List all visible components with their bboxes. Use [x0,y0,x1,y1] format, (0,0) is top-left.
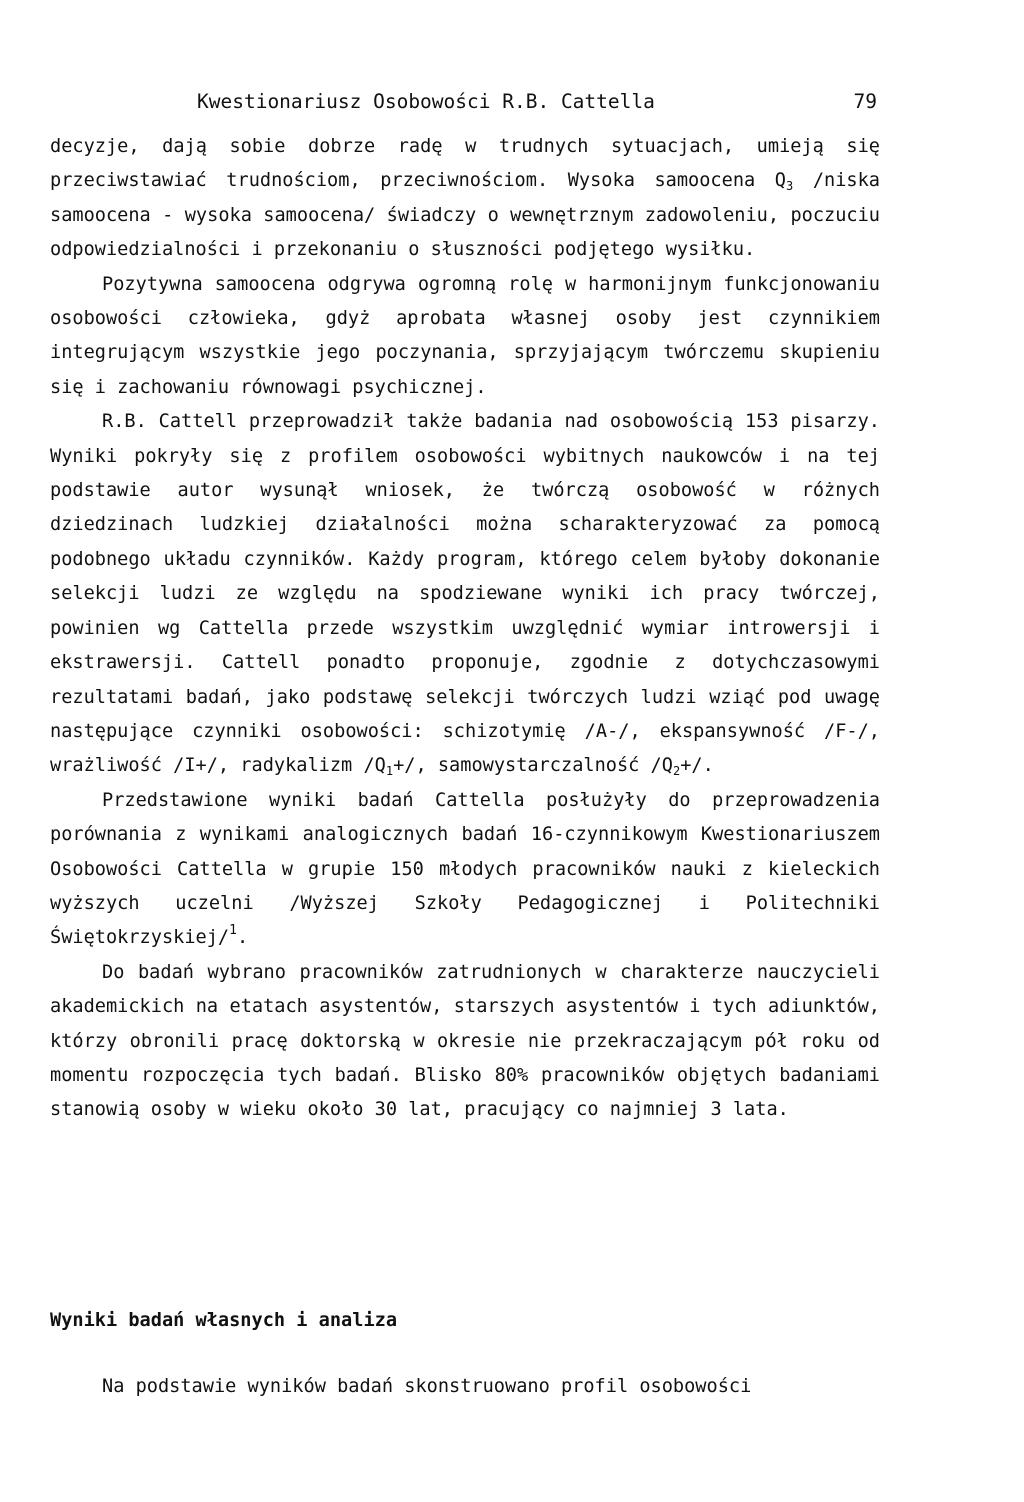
footnote-marker: 1 [229,923,237,939]
section-heading: Wyniki badań własnych i analiza [50,1310,398,1331]
paragraph-3-text-c: +/. [680,755,714,777]
paragraph-3-text-a: R.B. Cattell przeprowadził także badania nad osobowością 153 pisarzy. Wyniki pokryły się z profilem osobowości wybitnych naukowców i na tej podstawie autor wysunął wniosek, że twórczą osobowość w różnych dziedzinach ludzkiej działalności można scharakteryzować za pomocą podobnego układu czynników. Każdy program, którego celem byłoby dokonanie selekcji ludzi ze względu na spodziewane wyniki ich pracy twórczej, powinien wg Cattella przede wszystkim uwzględnić wymiar introwersji i ekstrawersji. Cattell ponadto proponuje, zgodnie z dotychczasowymi rezultatami badań, jako podstawę selekcji twórczych ludzi wziąć pod uwagę następujące czynniki osobowości: schizotymię /A-/, ekspansywność /F-/, wrażliwość /I+/, radykalizm /Q [50,411,880,777]
paragraph-1-text-b: /niska samoocena - wysoka samoocena/ świadczy o wewnętrznym zadowoleniu, poczuciu odpowiedzialności i przekonaniu o słuszności podjętego wysiłku. [50,170,880,261]
paragraph-4-text-b: . [236,927,249,949]
page-number: 79 [853,90,877,113]
paragraph-4-text-a: Przedstawione wyniki badań Cattella posłużyły do przeprowadzenia porównania z wynikami analogicznych badań 16-czynnikowym Kwestionariuszem Osobowości Cattella w grupie 150 młodych pracowników nauki z kieleckich wyższych uczelni /Wyższej Szkoły Pedagogicznej i Politechniki Świętokrzyskiej/ [50,789,880,949]
paragraph-1 [50,130,880,268]
paragraph-3 [50,405,880,783]
running-header-title: Kwestionariusz Osobowości R.B. Cattella [197,90,655,113]
paragraph-1-subscript: 3 [786,179,794,194]
paragraph-1-text-a: decyzje, dają sobie dobrze radę w trudnych sytuacjach, umieją się przeciwstawiać trudnościom, przeciwnościom. Wysoka samoocena Q [50,136,880,192]
paragraph-2: Pozytywna samoocena odgrywa ogromną rolę w harmonijnym funkcjonowaniu osobowości człowieka, gdyż aprobata własnej osoby jest czynnikiem integrującym wszystkie jego poczynania, sprzyjającym twórczemu skupieniu się i zachowaniu równowagi psychicznej. [50,273,880,398]
paragraph-3-subscript-2: 2 [672,764,681,779]
paragraph-3-text-b: +/, samowystarczalność /Q [393,755,673,777]
body-text [50,130,880,1128]
running-header [197,90,877,120]
paragraph-4 [50,784,880,956]
section-first-line: Na podstawie wyników badań skonstruowano profil osobowości [102,1376,752,1397]
paragraph-3-subscript-1: 1 [385,764,394,779]
paragraph-5: Do badań wybrano pracowników zatrudnionych w charakterze nauczycieli akademickich na etatach asystentów, starszych asystentów i tych adiunktów, którzy obronili pracę doktorską w okresie nie przekraczającym pół roku od momentu rozpoczęcia tych badań. Blisko 80% pracowników objętych badaniami stanowią osoby w wieku około 30 lat, pracujący co najmniej 3 lata. [50,961,880,1121]
